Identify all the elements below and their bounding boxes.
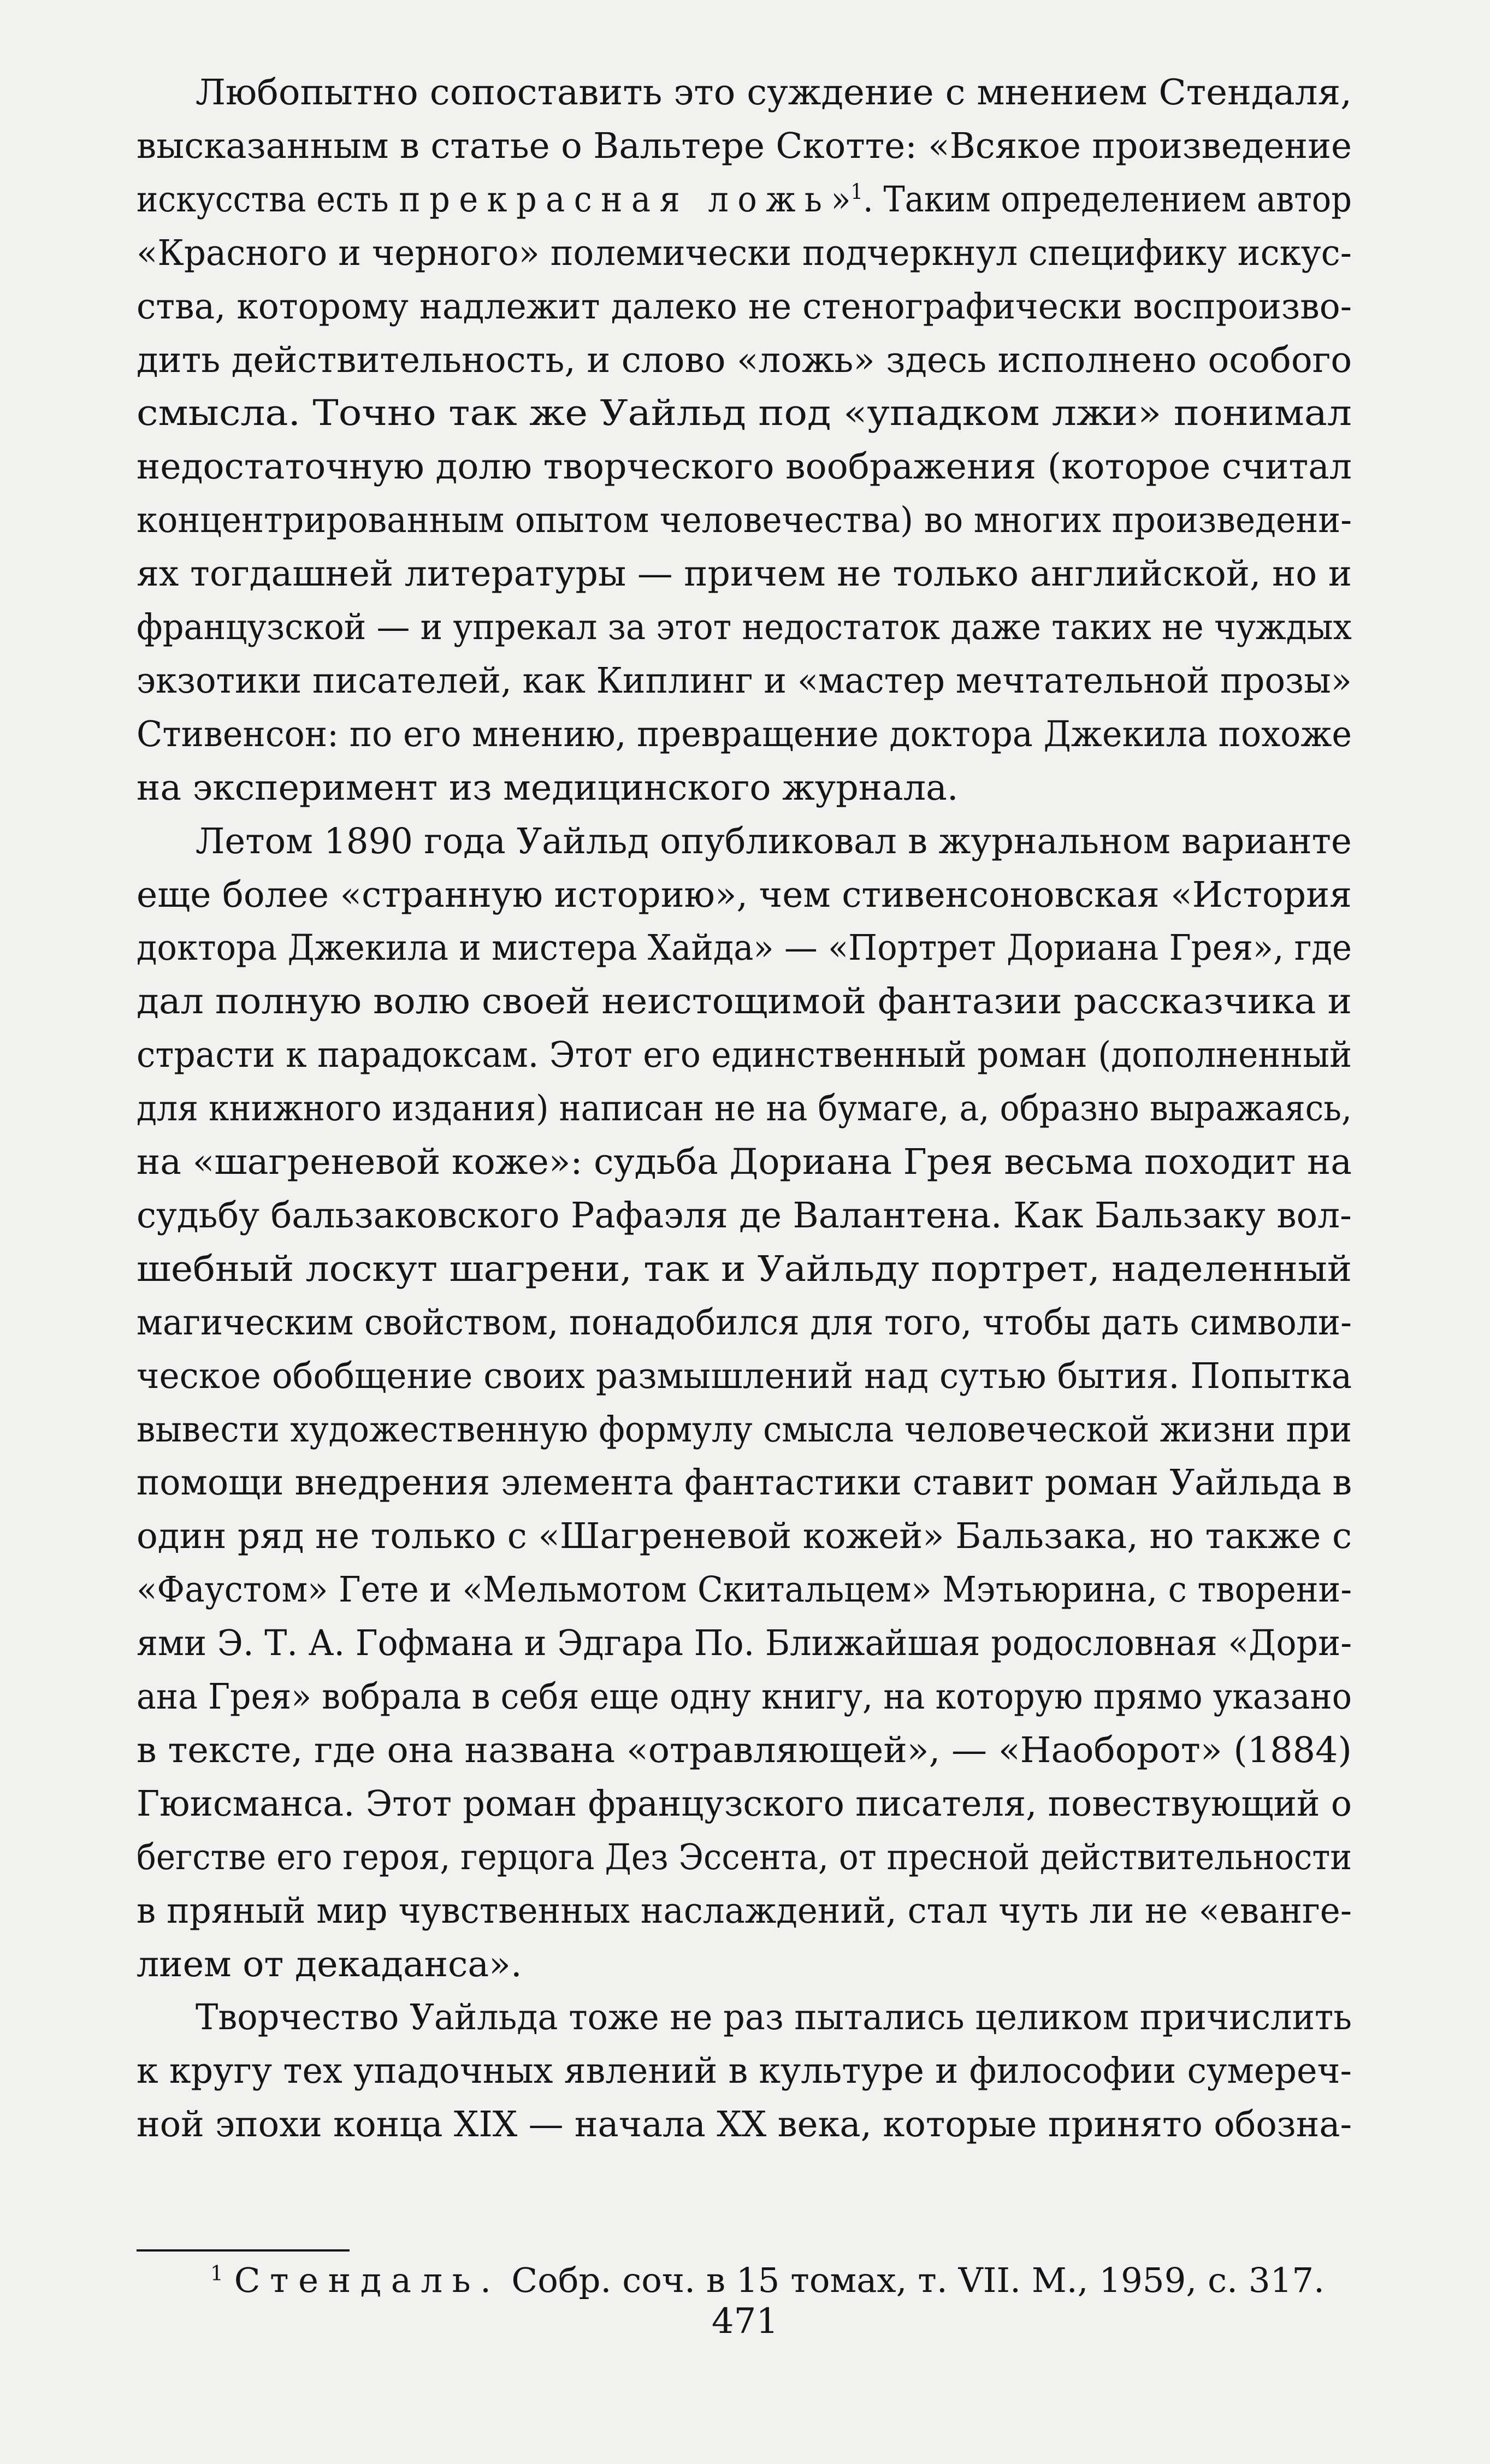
text-line <box>137 226 1397 281</box>
text-segment: лием от декаданса». <box>137 1943 522 1985</box>
text-segment: Гюисманса. Этот роман французского писателя, повествующий о <box>137 1783 1352 1824</box>
text-segment: ства, которому надлежит далеко не стенографически воспроизво- <box>137 286 1352 327</box>
text-line <box>137 1670 1447 1724</box>
text-line <box>137 1937 522 1992</box>
text-line <box>137 974 1352 1029</box>
text-segment: в тексте, где она названа «отравляющей», — «Наоборот» (1884) <box>137 1729 1352 1771</box>
text-segment: высказанным в статье о Вальтере Скотте: «Всякое произведение <box>137 125 1352 167</box>
text-segment: недостаточную долю творческого воображения (которое считал <box>137 446 1352 488</box>
text-segment: ной эпохи конца XIX — начала XX века, которые принято обозна- <box>137 2104 1352 2146</box>
text-segment: Стендаль. <box>234 2260 501 2300</box>
text-line <box>137 1403 1432 1457</box>
text-line <box>137 493 1423 548</box>
text-line <box>137 547 1356 601</box>
text-line <box>196 66 1352 120</box>
text-line <box>137 1723 1350 1778</box>
footnote-ref: 1 <box>850 180 864 205</box>
text-segment: Любопытно сопоставить это суждение с мнением Стендаля, <box>196 72 1352 113</box>
text-segment: искусства есть <box>137 179 399 220</box>
text-segment: дал полную волю своей неистощимой фантазии рассказчика и <box>137 981 1352 1023</box>
text-segment: . Таким определением автор <box>863 179 1352 220</box>
text-segment: шебный лоскут шагрени, так и Уайльду портрет, наделенный <box>137 1248 1352 1290</box>
text-segment: концентрированным опытом человечества) во многих произведени- <box>137 500 1352 541</box>
text-segment: к кругу тех упадочных явлений в культуре и философии сумереч- <box>137 2051 1352 2092</box>
text-segment: смысла. Точно так же Уайльд под «упадком лжи» понимал <box>137 393 1352 434</box>
text-segment: ческое обобщение своих размышлений над сутью бытия. Попытка <box>137 1355 1352 1397</box>
text-segment: один ряд не только с «Шагреневой кожей» Бальзака, но также с <box>137 1516 1352 1557</box>
text-line <box>137 868 1360 923</box>
text-segment: Стивенсон: по его мнению, превращение доктора Джекила похоже <box>137 713 1352 755</box>
text-segment: бегстве его героя, герцога Дез Эссента, от пресной действительности <box>137 1836 1352 1878</box>
text-line <box>137 386 1352 441</box>
text-segment: для книжного издания) написан не на бумаге, а, образно выражаясь, <box>137 1088 1352 1130</box>
text-segment: помощи внедрения элемента фантастики ставит роман Уайльда в <box>137 1462 1352 1504</box>
text-segment: доктора Джекила и мистера Хайда» — «Портрет Дориана Грея», где <box>137 927 1352 969</box>
text-segment: Летом 1890 года Уайльд опубликовал в журнальном варианте <box>196 820 1352 862</box>
text-line <box>137 1296 1418 1350</box>
text-line <box>137 1349 1395 1404</box>
text-segment: французской — и упрекал за этот недостаток даже таких не чуждых <box>137 607 1352 648</box>
text-segment: ями Э. Т. А. Гофмана и Эдгара По. Ближайшая родословная «Дори- <box>137 1623 1352 1664</box>
text-segment: Творчество Уайльда тоже не раз пытались целиком причислить <box>196 1997 1352 2038</box>
text-segment: Собр. соч. в 15 томах, т. VII. М., 1959, с. 317. <box>500 2260 1325 2300</box>
text-line <box>137 1242 1352 1297</box>
text-line <box>137 440 1355 494</box>
text-segment: прекрасная ложь <box>399 179 831 220</box>
text-segment: на «шагреневой коже»: судьба Дориана Грея весьма походит на <box>137 1142 1352 1183</box>
text-line <box>137 119 1367 174</box>
text-line <box>137 1509 1362 1564</box>
text-line <box>137 173 1478 227</box>
text-line <box>137 333 1363 388</box>
text-segment: еще более «странную историю», чем стивенсоновская «История <box>137 874 1352 915</box>
text-line <box>137 1456 1381 1510</box>
text-segment: судьбу бальзаковского Рафаэля де Валантена. Как Бальзаку вол- <box>137 1195 1352 1236</box>
text-line <box>137 761 959 816</box>
text-segment: вывести художественную формулу смысла человеческой жизни при <box>137 1409 1352 1450</box>
text-line <box>137 1777 1377 1831</box>
text-segment: на эксперимент из медицинского журнала. <box>137 767 959 808</box>
text-line <box>137 1082 1452 1136</box>
text-line <box>196 814 1371 869</box>
text-line <box>137 2097 1371 2152</box>
page-number: 471 <box>711 2301 779 2342</box>
text-segment: » <box>831 179 851 220</box>
text-line <box>137 2044 1381 2099</box>
text-segment: «Фаустом» Гете и «Мельмотом Скитальцем» Мэтьюрина, с творени- <box>137 1569 1352 1611</box>
text-line <box>137 707 1411 762</box>
text-segment: ях тогдашней литературы — причем не только английской, но и <box>137 553 1352 595</box>
text-segment: экзотики писателей, как Киплинг и «мастер мечтательной прозы» <box>137 660 1352 701</box>
text-line <box>196 1990 1408 2045</box>
text-line <box>137 1830 1463 1885</box>
text-segment: магическим свойством, понадобился для того, чтобы дать символи- <box>137 1302 1352 1343</box>
text-line <box>137 1189 1364 1243</box>
text-line <box>137 280 1390 334</box>
text-segment: ана Грея» вобрала в себя еще одну книгу, на которую прямо указано <box>137 1676 1352 1717</box>
text-line <box>137 600 1436 655</box>
footnote-ref: 1 <box>210 2261 223 2285</box>
text-line <box>137 1028 1422 1083</box>
text-segment: в пряный мир чувственных наслаждений, стал чуть ли не «еванге- <box>137 1890 1352 1931</box>
text-line <box>137 1135 1353 1190</box>
text-line <box>137 654 1403 708</box>
footnote-separator <box>137 2249 350 2252</box>
text-line <box>137 1563 1428 1617</box>
text-segment: дить действительность, и слово «ложь» здесь исполнено особого <box>137 339 1352 381</box>
text-segment: страсти к парадоксам. Этот его единственный роман (дополненный <box>137 1035 1352 1076</box>
text-line <box>137 921 1437 976</box>
text-line <box>137 1884 1400 1939</box>
text-line <box>137 1616 1416 1671</box>
text-segment: «Красного и черного» полемически подчеркнул специфику искус- <box>137 232 1352 274</box>
